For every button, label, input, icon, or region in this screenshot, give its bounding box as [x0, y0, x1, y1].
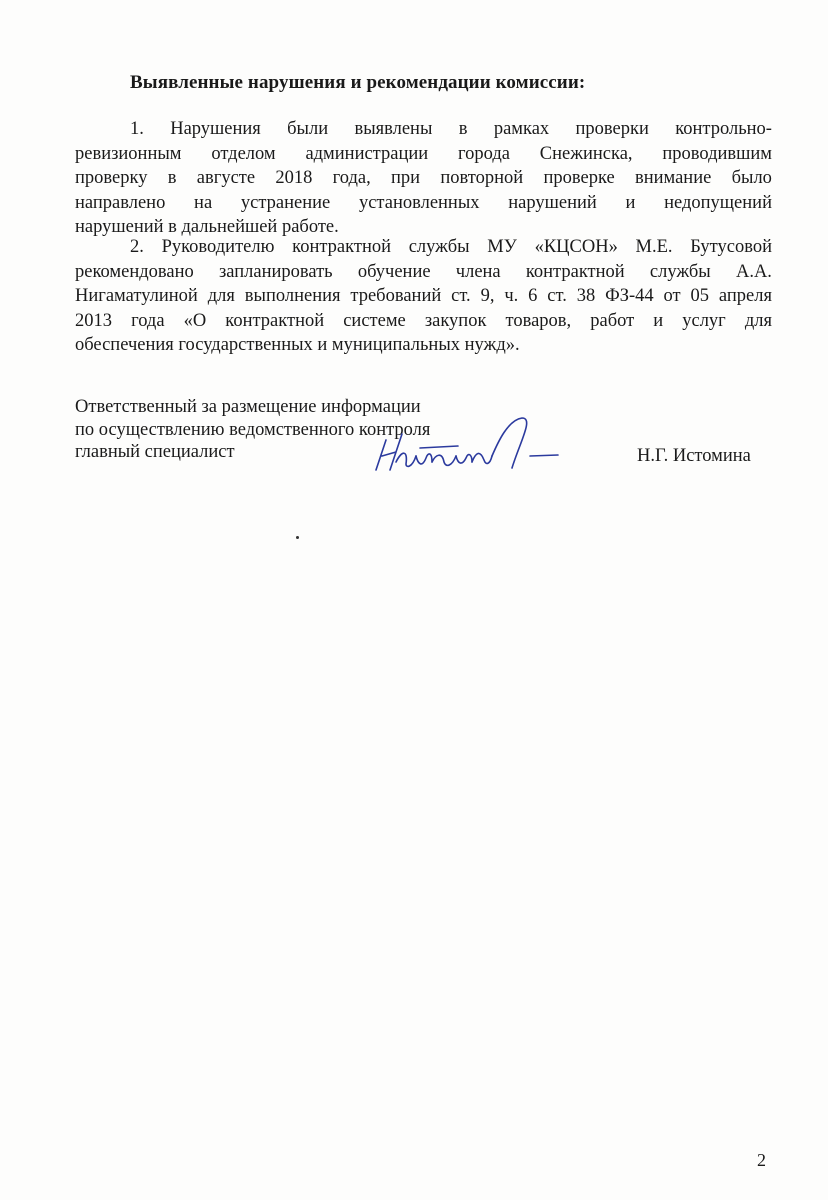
section-heading: Выявленные нарушения и рекомендации комиссии: — [130, 72, 586, 93]
paragraph-2-line-3: Нигаматулиной для выполнения требований ст. 9, ч. 6 ст. 38 ФЗ-44 от 05 апреля — [75, 286, 772, 306]
paragraph-1-line-3: проверку в августе 2018 года, при повторной проверке внимание было — [75, 168, 772, 188]
paragraph-2-line-5: обеспечения государственных и муниципальных нужд». — [75, 335, 520, 355]
paragraph-2-line-2: рекомендовано запланировать обучение члена контрактной службы А.А. — [75, 261, 772, 282]
paragraph-1-line-2: ревизионным отделом администрации города Снежинска, проводившим — [75, 143, 772, 164]
signatory-line-1: Ответственный за размещение информации — [75, 397, 421, 417]
paragraph-1 — [75, 117, 772, 240]
signatory-position: главный специалист — [75, 442, 235, 462]
signatory-line-2: по осуществлению ведомственного контроля — [75, 419, 431, 440]
paragraph-1-line-5: нарушений в дальнейшей работе. — [75, 217, 339, 237]
page-number: 2 — [757, 1150, 766, 1170]
signatory-name: Н.Г. Истомина — [637, 446, 751, 466]
paragraph-1-line-1: 1. Нарушения были выявлены в рамках проверки контрольно- — [130, 119, 772, 139]
paragraph-2-line-4: 2013 года «О контрактной системе закупок товаров, работ и услуг для — [75, 310, 772, 331]
paragraph-2-line-1: 2. Руководителю контрактной службы МУ «КЦСОН» М.Е. Бутусовой — [130, 237, 772, 257]
paragraph-1-line-4: направлено на устранение установленных нарушений и недопущений — [75, 192, 772, 213]
stray-dot — [296, 536, 299, 539]
paragraph-2 — [75, 235, 772, 358]
handwritten-signature — [362, 412, 562, 482]
